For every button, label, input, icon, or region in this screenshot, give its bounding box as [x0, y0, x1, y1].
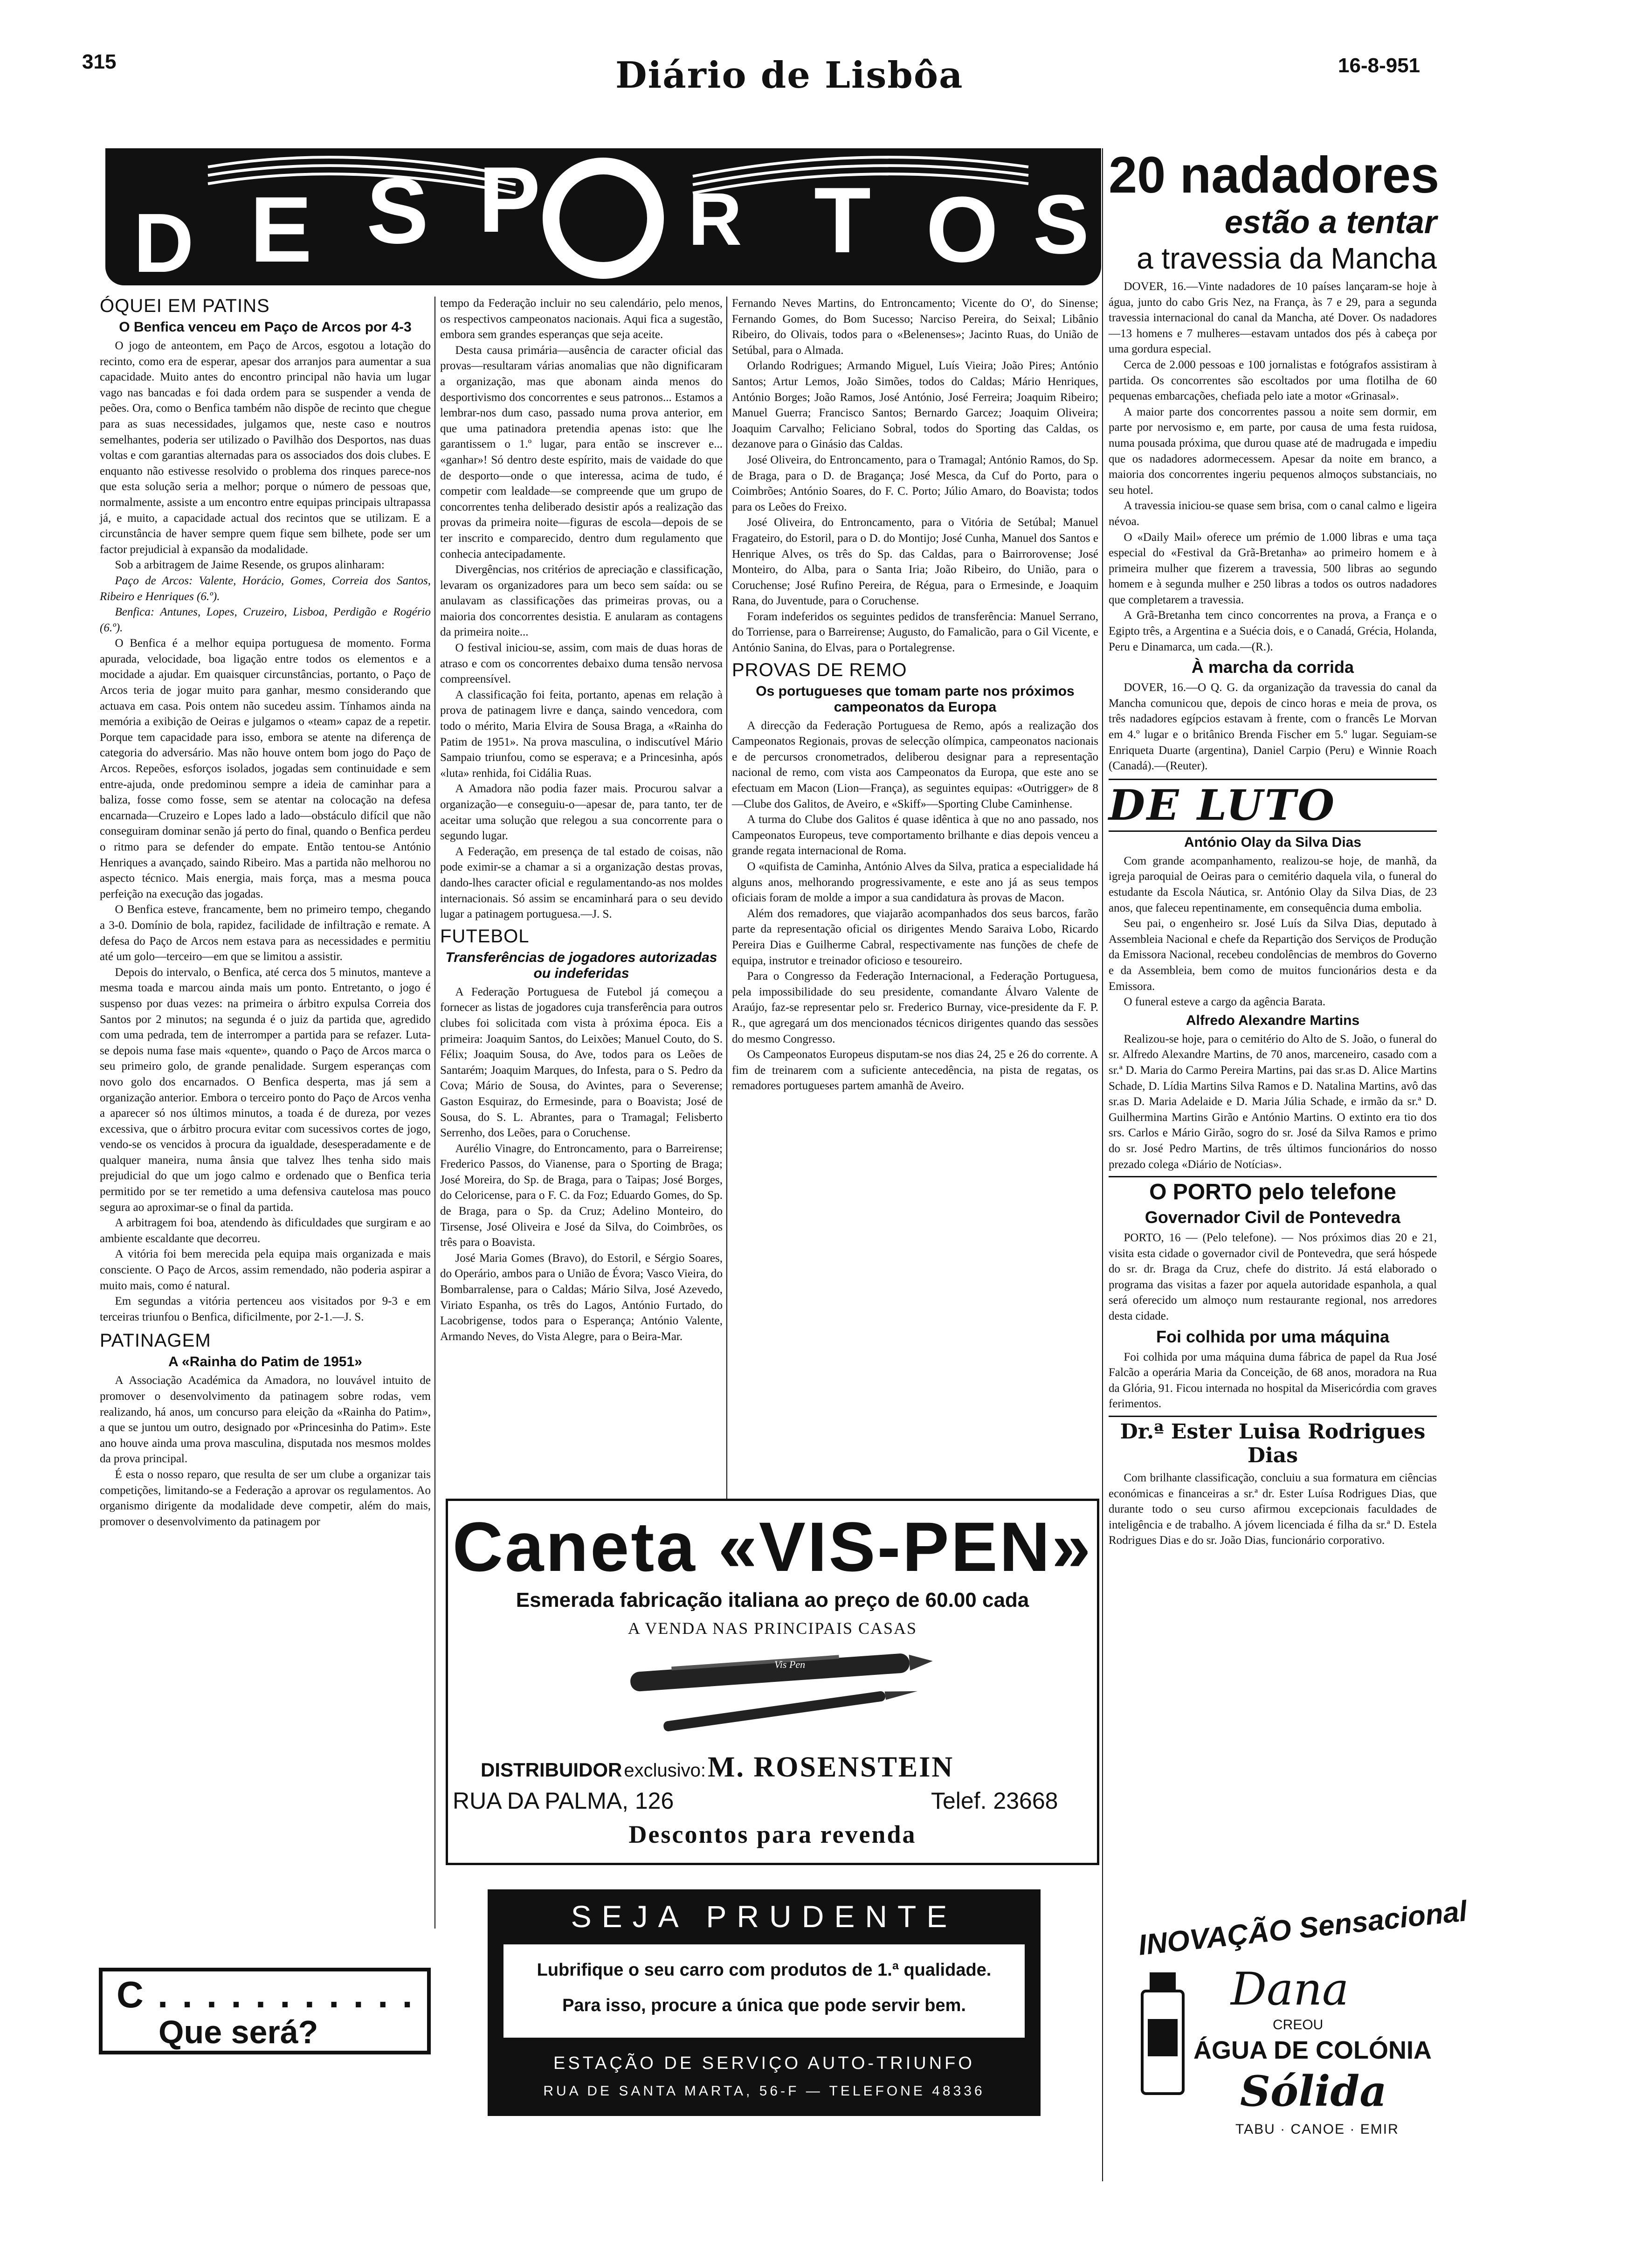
- section-futebol: FUTEBOL: [440, 926, 530, 947]
- article-paragraph: O festival iniciou-se, assim, com mais de duas horas de atraso e com os concorrentes debaixo duma tensão nervosa compreensível.: [440, 642, 723, 686]
- prudente-line2: Para isso, procure a única que pode servir bem.: [562, 1996, 966, 2015]
- article-paragraph: José Maria Gomes (Bravo), do Estoril, e Sérgio Soares, do Operário, ambos para o União de Évora; Vasco Vieira, do Bombarralense, para o Caldas; Mário Silva, José Azevedo, Viriato Espanha, os três do Lagos, António Furtado, do Lacobrigense, todos para o Esperança; António Valente, Armando Neves, do Vista Alegre, para o Beira-Mar.: [440, 1252, 723, 1343]
- article-paragraph: O Benfica esteve, francamente, bem no primeiro tempo, chegando a 3-0. Domínio de bola, rapidez, facilidade de infiltração e remate. A defesa do Paço de Arcos nem estava para as necessidades e permitiu até um golo—terceiro—em que se limitou a assistir.: [100, 903, 431, 963]
- martins-headline: Alfredo Alexandre Martins: [1186, 1012, 1360, 1028]
- section-remo: PROVAS DE REMO: [732, 659, 907, 680]
- article-paragraph: A Grã-Bretanha tem cinco concorrentes na prova, a França e o Egipto três, a Argentina e a Suécia dois, e o Canadá, Grécia, Holanda, Peru e Dinamarca, um cada.—(R.).: [1109, 609, 1437, 653]
- article-paragraph: PORTO, 16 — (Pelo telefone). — Nos próximos dias 20 e 21, visita esta cidade o governador civil de Pontevedra, que será hóspede do sr. dr. Braga da Cruz, chefe do distrito. Já está elaborado o programa das visitas a fazer por aquela autoridade espanhola, a qual será oferecido um almoço num restaurante regional, nos arredores desta cidade.: [1109, 1231, 1437, 1323]
- porto-headline: O PORTO pelo telefone: [1149, 1180, 1396, 1205]
- article-paragraph: A Federação, em presença de tal estado de coisas, não pode eximir-se a chamar a si a organização destas provas, dando-lhes caracter oficial e regulamentando-as nos moldes internacionais. Só assim se encaminhará para o seu devido lugar a patinagem portuguesa.—J. S.: [440, 845, 723, 921]
- pen-label: Vis Pen: [774, 1659, 806, 1670]
- article-paragraph: Foi colhida por uma máquina duma fábrica de papel da Rua José Falcão a operária Maria da Conceição, de 68 anos, moradora na Rua da Glória, 91. Ficou internada no hospital da Misericórdia com graves ferimentos.: [1109, 1350, 1437, 1411]
- vispen-subtitle: Esmerada fabricação italiana ao preço de 60.00 cada: [516, 1589, 1029, 1611]
- page-number: 315: [82, 50, 117, 73]
- article-paragraph: O «quifista de Caminha, António Alves da Silva, pratica a especialidade há alguns anos, melhorando progressivamente, e este ano já as seus tempos oficiais foram de molde a impor a sua candidatura às provas de Macon.: [732, 860, 1098, 905]
- article-paragraph: O funeral esteve a cargo da agência Barata.: [1124, 996, 1326, 1009]
- teaser-ad: [99, 1968, 431, 2054]
- banner-letter: R: [688, 177, 742, 261]
- distributor-line: [481, 1751, 954, 1784]
- article-paragraph: A direcção da Federação Portuguesa de Remo, após a realização dos Campeonatos Regionais, provas de selecção olímpica, campeonatos nacionais e de percursos cronometrados, deliberou designar para a representação nacional de remo, com vista aos Campeonatos da Europa, que este ano se efectuam em Macon (Lion—França), as seguintes equipas: «Outrigger» de 8—Clube dos Galitos, de Aveiro, e «Skiff»—Sporting Clube Caminhense.: [732, 719, 1098, 810]
- prudente-station: ESTAÇÃO DE SERVIÇO AUTO-TRIUNFO: [553, 2054, 975, 2073]
- prudente-line1: Lubrifique o seu carro com produtos de 1.ª qualidade.: [537, 1960, 992, 1980]
- pen-illustration: [607, 1641, 942, 1734]
- dana-type: Sólida: [1240, 2067, 1387, 2116]
- porto-rule: [1109, 1176, 1437, 1177]
- article-paragraph: A maior parte dos concorrentes passou a noite sem dormir, em parte por nervosismo e, em parte, por causa de uma festa ruidosa, numa pousada próxima, que durou quase até de madrugada e impediu que os nadadores adormecessem. Apesar da noite em branco, a maioria dos concorrentes ingeriu pequenos almoços substanciais, no seu hotel.: [1109, 405, 1437, 497]
- article-paragraph: Orlando Rodrigues; Armando Miguel, Luís Vieira; João Pires; António Santos; Artur Lemos, João Simões, todos do Caldas; Mário Henriques, António Borges; João Ramos, José António, José Ferreira; Joaquim Ribeiro; Manuel Guerra; Francisco Santos; Bernardo Garcez; Joaquim Oliveira; Joaquim Carvalho; Feliciano Sobral, todos do Sporting das Caldas, os dezanove para o Ginásio das Caldas.: [732, 360, 1098, 451]
- newspaper-title: Diário de Lisbôa: [615, 54, 964, 97]
- article-paragraph: Em segundas a vitória pertenceu aos visitados por 9-3 e em terceiras triunfou o Benfica, dificilmente, por 2-1.—J. S.: [100, 1295, 431, 1323]
- section-hoquei: ÓQUEI EM PATINS: [100, 296, 270, 316]
- ester-headline: Dr.ª Ester Luisa Rodrigues Dias: [1120, 1420, 1426, 1468]
- banner-letter: S: [366, 159, 429, 263]
- article-paragraph: José Oliveira, do Entroncamento, para o Vitória de Setúbal; Manuel Fragateiro, do Estoril, para o D. do Montijo; José Cunha, Manuel dos Santos e Henrique Alves, os três do Sp. das Caldas, para o Bairrorovense; José Monteiro, do Alba, para o Santa Iria; João Ribeiro, do União, para o Coruchense; José Rufino Pereira, de Régua, para o Ermesinde, e Joaquim Rana, do Juventude, para o Coruchense.: [732, 516, 1098, 608]
- column-rule: [434, 297, 435, 1929]
- patinagem-headline: A «Rainha do Patim de 1951»: [168, 1354, 362, 1370]
- dana-brand: Dana: [1231, 1963, 1349, 2015]
- column-1: [100, 296, 431, 1529]
- article-paragraph: A travessia iniciou-se quase sem brisa, com o canal calmo e ligeira névoa.: [1109, 499, 1437, 528]
- dana-line1: INOVAÇÃO Sensacional: [1137, 1895, 1469, 1962]
- prudente-ad: [488, 1889, 1041, 2116]
- nadadores-head1: 20 nadadores: [1109, 146, 1440, 204]
- article-paragraph: O Benfica é a melhor equipa portuguesa de momento. Forma apurada, velocidade, boa ligação entre todos os elementos e a mocidade a ajudar. Em quaisquer circunstâncias, portanto, o Paço de Arcos teria de jogar muito para ganhar, mesmo considerando que actuava em casa. Pois ontem não sucedeu assim. Tínhamos ainda na memória a exibição de Oeiras e julgamos o «team» capaz de a repetir. Porque tem capacidade para isso, embora se atente na diferença de categoria do adversário. Mas não houve ontem bom jogo do Paço de Arcos. Repeões, esforços isolados, jogadas sem continuidade e sem entre-ajuda, onde predominou sempre a ideia de caminhar para a baliza, fosse como fosse, sem se atentar na colocação na defesa encarnada—Cruzeiro e Lopes lado a lado—obstáculo difícil que não conseguiram dominar senão já perto do final, quando o Benfica perdeu o ritmo para se defender do empate. Então tentou-se António Henriques a avançado, saindo Ribeiro. Mas a partida não melhorou no aspecto técnico. Mais energia, mais força, mas a mesma pouca perfeição na execução das jogadas.: [100, 637, 431, 900]
- marcha-headline: À marcha da corrida: [1191, 657, 1354, 677]
- teaser-letters: C . . . . . . . . . . .: [117, 1974, 414, 2015]
- distributor-address: RUA DA PALMA, 126: [453, 1788, 674, 1814]
- article-paragraph: O jogo de anteontem, em Paço de Arcos, esgotou a lotação do recinto, como era de esperar, apesar dos arranjos para aumentar a sua capacidade. Muito antes do encontro principal não havia um lugar vago nas bancadas e foi dada ordem para se suspender a venda de peões. Ora, como o Benfica também não dispõe de recinto que chegue para as suas necessidades, julgamos que, neste caso e noutros semelhantes, poderia ser utilizado o Pavilhão dos Desportos, nas duas voltas e com garantias alternadas para os associados dos dois clubes. E enquanto não estivesse resolvido o problema dos rinques parece-nos que esta solução seria a melhor; porque o número de pessoas que, normalmente, assiste a um encontro entre equipas principais ultrapassa já, e muito, a capacidade actual dos recintos que se utilizam. E a circunstância de haver sempre quem fique sem bilhete, pode ser um factor prejudicial à expansão da modalidade.: [100, 339, 431, 556]
- vispen-title: Caneta «VIS-PEN»: [452, 1507, 1093, 1586]
- distributor-phone: Telef. 23668: [931, 1788, 1058, 1814]
- article-paragraph: tempo da Federação incluir no seu calendário, pelo menos, os respectivos campeonatos nacionais. Aqui fica a sugestão, embora sem grandes esperanças que seja aceite.: [440, 297, 723, 341]
- article-paragraph: DOVER, 16.—O Q. G. da organização da travessia do canal da Mancha comunicou que, depois de cinco horas e meia de prova, os três nadadores egípcios estavam à frente, com o francês Le Morvan em 4.º lugar e o britânico Brenda Fischer em 5.º lugar. Seguiam-se Enriqueta Duarte (argentina), Daniel Carpio (Peru) e Winnie Roach (Canadá).—(Reuter).: [1109, 681, 1437, 773]
- prudente-panel: [503, 1944, 1025, 2038]
- prudente-address: RUA DE SANTA MARTA, 56-F — TELEFONE 48336: [543, 2083, 985, 2099]
- remo-headline: Os portugueses que tomam parte nos próximos campeonatos da Europa: [756, 683, 1075, 715]
- teaser-question: Que será?: [159, 2014, 318, 2050]
- dana-product: ÁGUA DE COLÓNIA: [1193, 2036, 1432, 2064]
- article-paragraph: Sob a arbitragem de Jaime Resende, os grupos alinharam:: [115, 559, 385, 572]
- column-rule: [1102, 148, 1103, 2181]
- dana-creou: CREOU: [1273, 2017, 1324, 2033]
- maquina-headline: Foi colhida por uma máquina: [1156, 1327, 1390, 1346]
- article-paragraph: A turma do Clube dos Galitos é quase idêntica à que no ano passado, nos Campeonatos Europeus, teve comportamento brilhante e dias depois venceu a grande regata internacional de Roma.: [732, 813, 1098, 857]
- deluto-box: [1109, 779, 1437, 832]
- article-paragraph: A Associação Académica da Amadora, no louvável intuito de promover o desenvolvimento da patinagem sobre rodas, vem realizando, há anos, um concurso para eleição da «Rainha do Patim», a que se juntou um outro, designado por «Princesinha do Patim». Este ano houve ainda uma prova masculina, disputada nos mesmos moldes da prova principal.: [100, 1374, 431, 1466]
- banner-letter: S: [1033, 178, 1089, 271]
- article-paragraph: Além dos remadores, que viajarão acompanhados dos seus barcos, farão parte da representação oficial os dirigentes Mendo Saraiva Lobo, Ricardo Pereira Dias e Guilherme Cabral, respectivamente nas funções de chefe de equipa, instrutor e treinador oficioso e tesoureiro.: [732, 907, 1098, 967]
- article-paragraph: A Amadora não podia fazer mais. Procurou salvar a organização—e conseguiu-o—apesar de, para tanto, ter de aceitar uma solução que relegou a sua concorrente para o segundo lugar.: [440, 782, 723, 843]
- article-paragraph: É esta o nosso reparo, que resulta de ser um clube a organizar tais competições, limitando-se a Federação a aprovar os regulamentos. Ao organismo dirigente da modalidade deve competir, além do mais, promover o desenvolvimento da patinagem por: [100, 1468, 431, 1528]
- issue-date: 16-8-951: [1338, 54, 1420, 77]
- article-paragraph: Divergências, nos critérios de apreciação e classificação, levaram os organizadores para um beco sem saída: ou se anulavam as classificações das primeiras provas, ou a maioria dos concorrentes desistia. E anularam as contagens da primeira noite...: [440, 563, 723, 639]
- section-patinagem: PATINAGEM: [100, 1330, 211, 1351]
- column-4: [1109, 146, 1440, 1549]
- article-paragraph: A classificação foi feita, portanto, apenas em relação à prova de patinagem livre e dança, saindo vencedora, com todo o mérito, Maria Elvira de Sousa Braga, a «Rainha do Patim de 1951». Na prova masculina, o indiscutível Mário Sampaio triunfou, como se esperava; e a Princesinha, após «luta» renhida, foi Cidália Ruas.: [440, 688, 723, 780]
- article-paragraph: Depois do intervalo, o Benfica, até cerca dos 5 minutos, manteve a mesma toada e marcou ainda mais um ponto. Entretanto, o jogo é suspenso por duas vezes: na primeira o árbitro expulsa Correia dos Santos por 2 minutos; na segunda é o juiz da partida que, agredido com uma pedrada, tem de interromper a partida para se refazer. Luta-se depois numa fase mais «quente», quando o Paço de Arcos marca o seu primeiro golo, de grande penalidade. Surgem esperanças com novo golo dos encarnados. O Benfica desperta, mas já sem a organização anterior. Embora o terceiro ponto do Paço de Arcos venha a aparecer só nos últimos minutos, a toada é de dureza, por vezes excessiva, que o árbitro procura evitar com sucessivos cortes de jogo, vendo-se os vencidos à procura da igualdade, desesperadamente e de qualquer maneira, numa ânsia que talvez lhes tenha sido mais prejudicial do que um jogo calmo e ordenado que o Benfica teria permitido por se ter remetido a uma defensiva cautelosa mas pouco segura ao aproximar-se o final da partida.: [100, 966, 431, 1214]
- article-paragraph: Desta causa primária—ausência de caracter oficial das provas—resultaram várias anomalias que não dignificaram a organização, mas que abonam ainda menos do desportivismo dos concorrentes e seus patronos... Estamos a lembrar-nos dum caso, passado numa prova anterior, em que uma patinadora pretendia apenas isto: que lhe garantissem o 1.º lugar, para então se inscrever e... «ganhar»! Só dentro deste espírito, mais de vaidade do que de desporto—onde o que interessa, acima de tudo, é competir com lealdade—se compreende que um grupo de concorrentes tenha deliberado desistir após a realização das provas da primeira noite—figuras de escola—depois de se ter inscrito e comparecido, dentro dum regulamento que conhecia antecipadamente.: [440, 344, 723, 560]
- banner-letter: P: [478, 148, 541, 252]
- article-paragraph: A vitória foi bem merecida pela equipa mais organizada e mais consciente. O Paço de Arcos, assim remendado, não poderia aspirar a muito mais, como é natural.: [100, 1248, 431, 1292]
- dana-ad: [1119, 1895, 1469, 2164]
- article-paragraph: Aurélio Vinagre, do Entroncamento, para o Barreirense; Frederico Passos, do Vianense, para o Sporting de Braga; José Moreira, do Sp. de Braga, para o Taipas; José Borges, do Celoricense, para o F. C. da Foz; Eduardo Gomes, do Sp. de Braga, para o Sp. da Cruz; Adelino Monteiro, do Tirsense, José Oliveira e José da Silva, do Coimbrões, os três para o Boavista.: [440, 1142, 723, 1249]
- desportos-banner: [105, 148, 1101, 290]
- prudente-title: SEJA PRUDENTE: [571, 1899, 958, 1934]
- dana-scents: TABU · CANOE · EMIR: [1235, 2122, 1399, 2137]
- vispen-ad: [446, 1499, 1099, 1865]
- distributor-label: DISTRIBUIDOR: [481, 1759, 622, 1781]
- article-paragraph: O «Daily Mail» oferece um prémio de 1.000 libras e uma taça especial do «Festival da Grã-Bretanha» ao primeiro homem e à primeira mulher que fizerem a travessia, 500 libras ao segundo homem e à segunda mulher e 250 libras a todos os outros nadadores que completarem a travessia.: [1109, 531, 1437, 606]
- futebol-headline: Transferências de jogadores autorizadas ou indeferidas: [445, 949, 717, 981]
- distributor-name: M. ROSENSTEIN: [707, 1751, 954, 1783]
- article-paragraph: DOVER, 16.—Vinte nadadores de 10 países lançaram-se hoje à água, junto do cabo Gris Nez, na França, às 7 e 29, para a segunda travessia internacional do canal da Mancha, até Dover. Os nadadores—13 homens e 7 mulheres—estavam untados dos pés à cabeça por uma gordura especial.: [1109, 280, 1437, 356]
- article-paragraph: Cerca de 2.000 pessoas e 100 jornalistas e fotógrafos assistiram à partida. Os concorrentes são escoltados por uma flotilha de 60 pequenas embarcações, chefiada pelo iate a motor «Grinasal».: [1109, 358, 1437, 403]
- banner-letter: E: [250, 178, 312, 282]
- banner-letter: T: [814, 168, 871, 272]
- article-paragraph: Com brilhante classificação, concluiu a sua formatura em ciências económicas e financeiras a sr.ª dr. Ester Luísa Rodrigues Dias, que durante todo o seu curso afirmou excepcionais faculdades de inteligência e de trabalho. A jóvem licenciada é filha da sr.ª D. Estela Rodrigues Dias e do sr. João Dias, funcionário corporativo.: [1109, 1472, 1437, 1547]
- nadadores-head3: a travessia da Mancha: [1137, 242, 1437, 275]
- article-paragraph: Benfica: Antunes, Lopes, Cruzeiro, Lisboa, Perdigão e Rogério (6.º).: [100, 606, 431, 634]
- article-paragraph: Seu pai, o engenheiro sr. José Luís da Silva Dias, deputado à Assembleia Nacional e chefe da Repartição dos Serviços de Produção da Emissora Nacional, recebeu condolências de membros do Governo e da Assembleia, bem como de muitos funcionários desta e da Emissora.: [1109, 917, 1437, 993]
- column-3: [732, 296, 1098, 1094]
- article-paragraph: A Federação Portuguesa de Futebol já começou a fornecer as listas de jogadores cuja transferência para outros clubes foi solicitada com vista à próxima época. Eis a primeira: Joaquim Santos, do Leixões; Manuel Couto, do S. Félix; Joaquim Sousa, do Ave, todos para os Leões de Santarém; Joaquim Marques, do Infesta, para o S. Pedro da Cova; Mário de Sousa, do Avintes, para o Severense; Gaston Esquiraz, do Ermesinde, para o Boavista; José de Sousa, do S. L. Abrantes, para o Tramagal; Felisberto Serrenho, dos Leões, para o Coruchense.: [440, 985, 723, 1140]
- column-rule: [726, 297, 727, 1514]
- article-paragraph: A arbitragem foi boa, atendendo às dificuldades que surgiram e ao ambiente escaldante que decorreu.: [100, 1217, 431, 1245]
- column-2: [440, 296, 723, 1344]
- ester-rule: [1109, 1416, 1437, 1417]
- article-paragraph: Foram indeferidos os seguintes pedidos de transferência: Manuel Serrano, do Torriense, para o Barreirense; Augusto, do Famalicão, para o Gil Vicente, e António Sanina, do Elvas, para o Portalegrense.: [732, 610, 1098, 655]
- nadadores-head2: estão a tentar: [1224, 204, 1437, 240]
- hoquei-headline: O Benfica venceu em Paço de Arcos por 4-3: [119, 319, 412, 335]
- deluto-headline: DE LUTO: [1109, 780, 1337, 830]
- article-paragraph: Os Campeonatos Europeus disputam-se nos dias 24, 25 e 26 do corrente. A fim de treinarem com a suficiente antecedência, na pista de regatas, os remadores portugueses partem amanhã de Aveiro.: [732, 1048, 1098, 1093]
- article-paragraph: Realizou-se hoje, para o cemitério do Alto de S. João, o funeral do sr. Alfredo Alexandre Martins, de 70 anos, marceneiro, casado com a sr.ª D. Maria do Carmo Pereira Martins, pai das sr.as D. Alice Martins Schade, D. Lídia Martins Silva Ramos e D. Natalina Martins, avô das sr.as D. Maria Adelaide e D. Maria Júlia Schade, e irmão da sr.ª D. Guilhermina Martins Girão e António Martins. O extinto era tio dos srs. Carlos e Mário Girão, sogro do sr. José da Silva Ramos e primo do sr. José Pedro Martins, de três últimos funcionários do nosso prezado colega «Diário de Notícias».: [1109, 1032, 1437, 1171]
- descontos-line: Descontos para revenda: [628, 1820, 917, 1848]
- banner-letter: D: [133, 196, 194, 290]
- article-paragraph: Com grande acompanhamento, realizou-se hoje, de manhã, da igreja paroquial de Oeiras para o cemitério daquela vila, o funeral do estudante da Escola Náutica, sr. António Olay da Silva Dias, de 23 anos, que faleceu repentinamente, em consequência duma embolia.: [1109, 854, 1437, 914]
- article-paragraph: Fernando Neves Martins, do Entroncamento; Vicente do O', do Sinense; Fernando Gomes, do Bom Sucesso; Narciso Pereira, do Seixal; Libânio Ribeiro, do Olivais, todos para o «Belenenses»; Jacinto Ruas, do União de Setúbal, para o Almada.: [732, 297, 1098, 357]
- porto-subheadline: Governador Civil de Pontevedra: [1145, 1208, 1401, 1227]
- article-paragraph: Paço de Arcos: Valente, Horácio, Gomes, Correia dos Santos, Ribeiro e Henriques (6.º).: [100, 574, 431, 603]
- distributor-exclusive: exclusivo:: [624, 1760, 706, 1781]
- vispen-sale-line: A VENDA NAS PRINCIPAIS CASAS: [627, 1619, 917, 1638]
- bottle-icon: [1136, 1963, 1192, 2103]
- banner-letter: O: [926, 178, 999, 282]
- article-paragraph: Para o Congresso da Federação Internacional, a Federação Portuguesa, pela impossibilidade do seu presidente, comandante Álvaro Valente de Araújo, faz-se representar pelo sr. Frederico Burnay, vice-presidente da F. P. R., que agregará um dos mencionados técnicos dirigentes quando das sessões do mesmo Congresso.: [732, 970, 1098, 1045]
- olay-headline: António Olay da Silva Dias: [1184, 834, 1362, 850]
- article-paragraph: José Oliveira, do Entroncamento, para o Tramagal; António Ramos, do Sp. de Braga, para o D. de Bragança; José Mesca, da Cuf do Porto, para o Coimbrões; António Soares, do F. C. Porto; Júlio Amaro, do Boavista; todos para os Leões do Freixo.: [732, 453, 1098, 513]
